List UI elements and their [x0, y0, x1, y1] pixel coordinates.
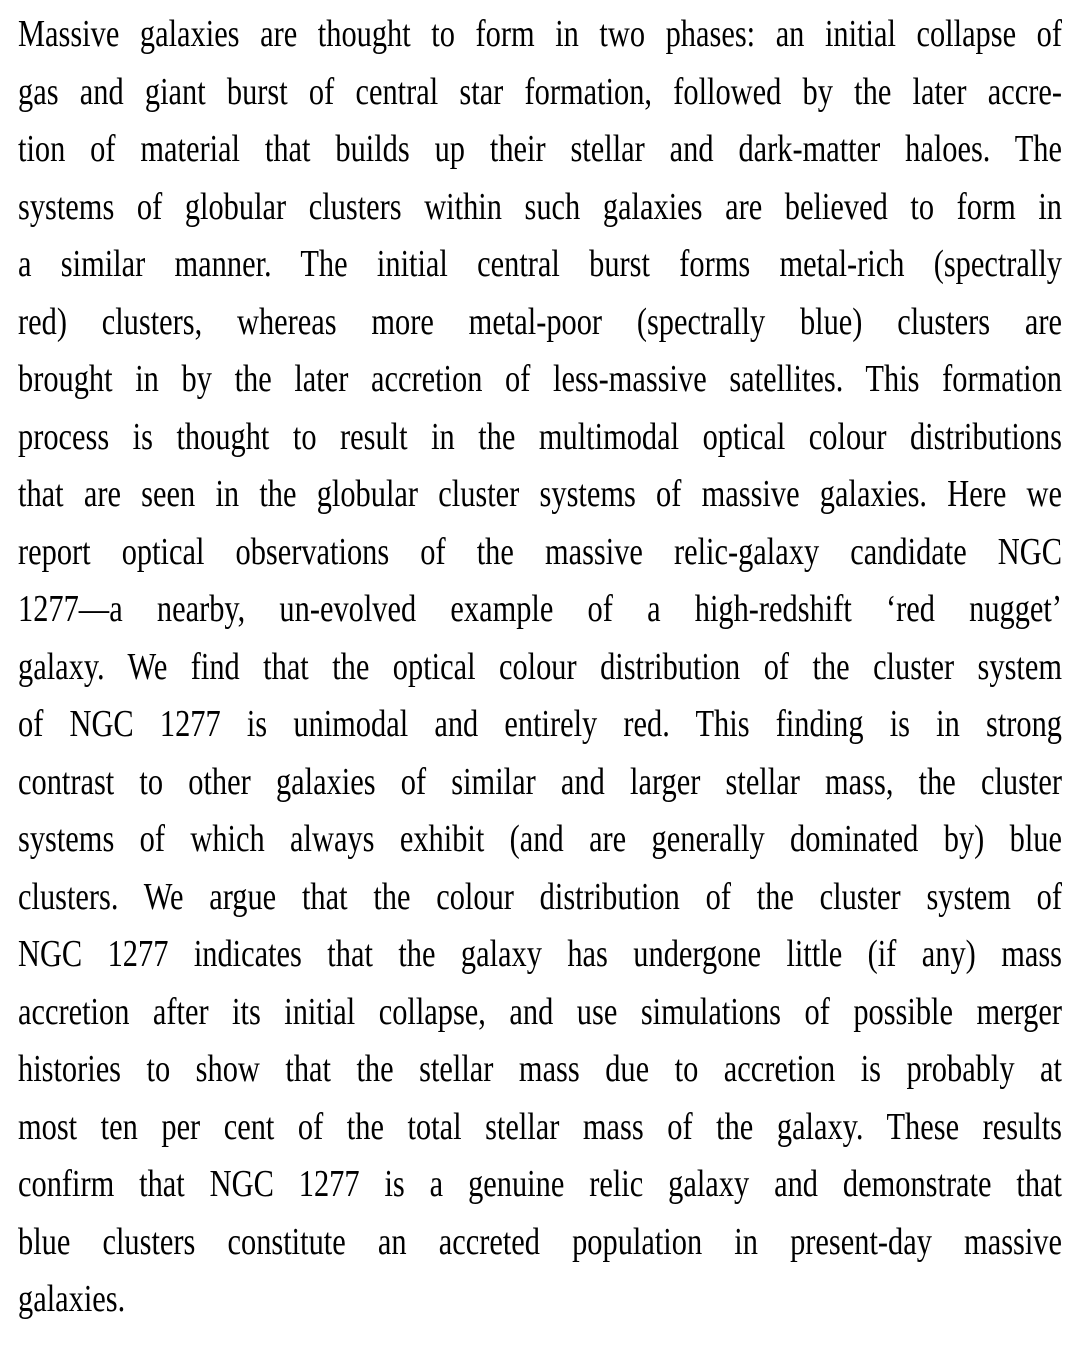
abstract-line-9: that are seen in the globular cluster systems of massive galaxies. Here we [18, 473, 1062, 515]
abstract-line-19: histories to show that the stellar mass due to accretion is probably at [18, 1048, 1062, 1090]
abstract-page [18, 6, 1062, 1329]
abstract-line-16: clusters. We argue that the colour distribution of the cluster system of [18, 875, 1062, 918]
abstract-line-11: 1277—a nearby, un-evolved example of a high-redshift ‘red nugget’ [18, 588, 1062, 630]
abstract-paragraph [18, 6, 1062, 1329]
abstract-line-22: blue clusters constitute an accreted population in present-day massive [18, 1220, 1062, 1263]
abstract-line-1: Massive galaxies are thought to form in two phases: an initial collapse of [18, 13, 1062, 55]
abstract-line-14: contrast to other galaxies of similar and larger stellar mass, the cluster [18, 760, 1062, 803]
abstract-line-20: most ten per cent of the total stellar mass of the galaxy. These results [18, 1105, 1062, 1148]
abstract-line-6: red) clusters, whereas more metal-poor (spectrally blue) clusters are [18, 300, 1062, 343]
abstract-line-13: of NGC 1277 is unimodal and entirely red. This finding is in strong [18, 703, 1062, 745]
abstract-line-18: accretion after its initial collapse, and use simulations of possible merger [18, 990, 1062, 1033]
abstract-line-23: galaxies. [18, 1278, 126, 1320]
abstract-line-7: brought in by the later accretion of less-massive satellites. This formation [18, 358, 1062, 400]
abstract-line-8: process is thought to result in the multimodal optical colour distributions [18, 415, 1062, 458]
abstract-line-3: tion of material that builds up their stellar and dark-matter haloes. The [18, 128, 1062, 170]
abstract-line-17: NGC 1277 indicates that the galaxy has undergone little (if any) mass [18, 933, 1062, 975]
abstract-line-5: a similar manner. The initial central burst forms metal-rich (spectrally [18, 243, 1062, 285]
abstract-line-21: confirm that NGC 1277 is a genuine relic galaxy and demonstrate that [18, 1163, 1062, 1205]
abstract-line-2: gas and giant burst of central star formation, followed by the later accre- [18, 70, 1062, 113]
abstract-line-15: systems of which always exhibit (and are generally dominated by) blue [18, 818, 1062, 860]
abstract-line-12: galaxy. We find that the optical colour distribution of the cluster system [18, 645, 1062, 688]
abstract-line-10: report optical observations of the massive relic-galaxy candidate NGC [18, 530, 1062, 573]
abstract-line-4: systems of globular clusters within such galaxies are believed to form in [18, 185, 1062, 228]
